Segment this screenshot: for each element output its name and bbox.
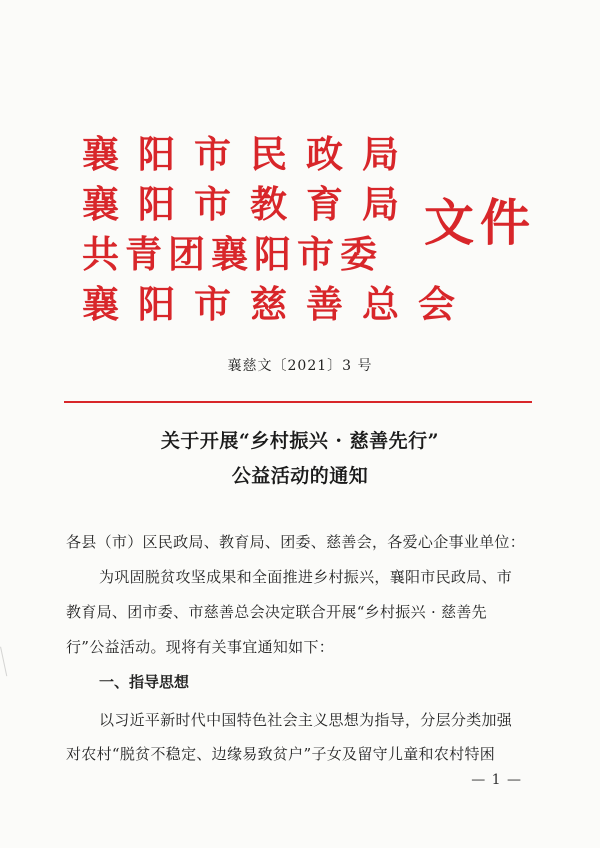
paragraph-1-line-3: 行”公益活动。现将有关事宜通知如下： (66, 638, 335, 656)
salutation: 各县（市）区民政局、教育局、团委、慈善会，各爱心企事业单位： (66, 533, 526, 551)
scan-fold-mark (0, 644, 21, 676)
issuer-youth-league: 共青团襄阳市委 (82, 233, 383, 276)
document-title-line-1: 关于开展“乡村振兴 · 慈善先行” (160, 430, 440, 452)
document-number: 襄慈文〔2021〕3 号 (227, 358, 373, 374)
document-title-line-2: 公益活动的通知 (231, 465, 369, 487)
document-type-label: 文件 (424, 194, 536, 252)
section-heading-1: 一、指导思想 (99, 673, 190, 691)
issuer-charity: 襄阳市慈善总会 (82, 283, 474, 326)
paragraph-1-line-1: 为巩固脱贫攻坚成果和全面推进乡村振兴，襄阳市民政局、市 (99, 568, 513, 586)
paragraph-2-line-2: 对农村“脱贫不稳定、边缘易致贫户”子女及留守儿童和农村特困 (66, 745, 496, 763)
issuer-civil-affairs: 襄阳市民政局 (82, 133, 418, 176)
issuer-block (82, 130, 474, 330)
red-divider (64, 401, 532, 403)
paragraph-1-line-2: 教育局、团市委、市慈善总会决定联合开展“乡村振兴 · 慈善先 (66, 603, 487, 621)
issuer-education: 襄阳市教育局 (82, 183, 418, 226)
page-number: — 1 — (471, 772, 522, 788)
paragraph-2-line-1: 以习近平新时代中国特色社会主义思想为指导，分层分类加强 (99, 711, 513, 729)
